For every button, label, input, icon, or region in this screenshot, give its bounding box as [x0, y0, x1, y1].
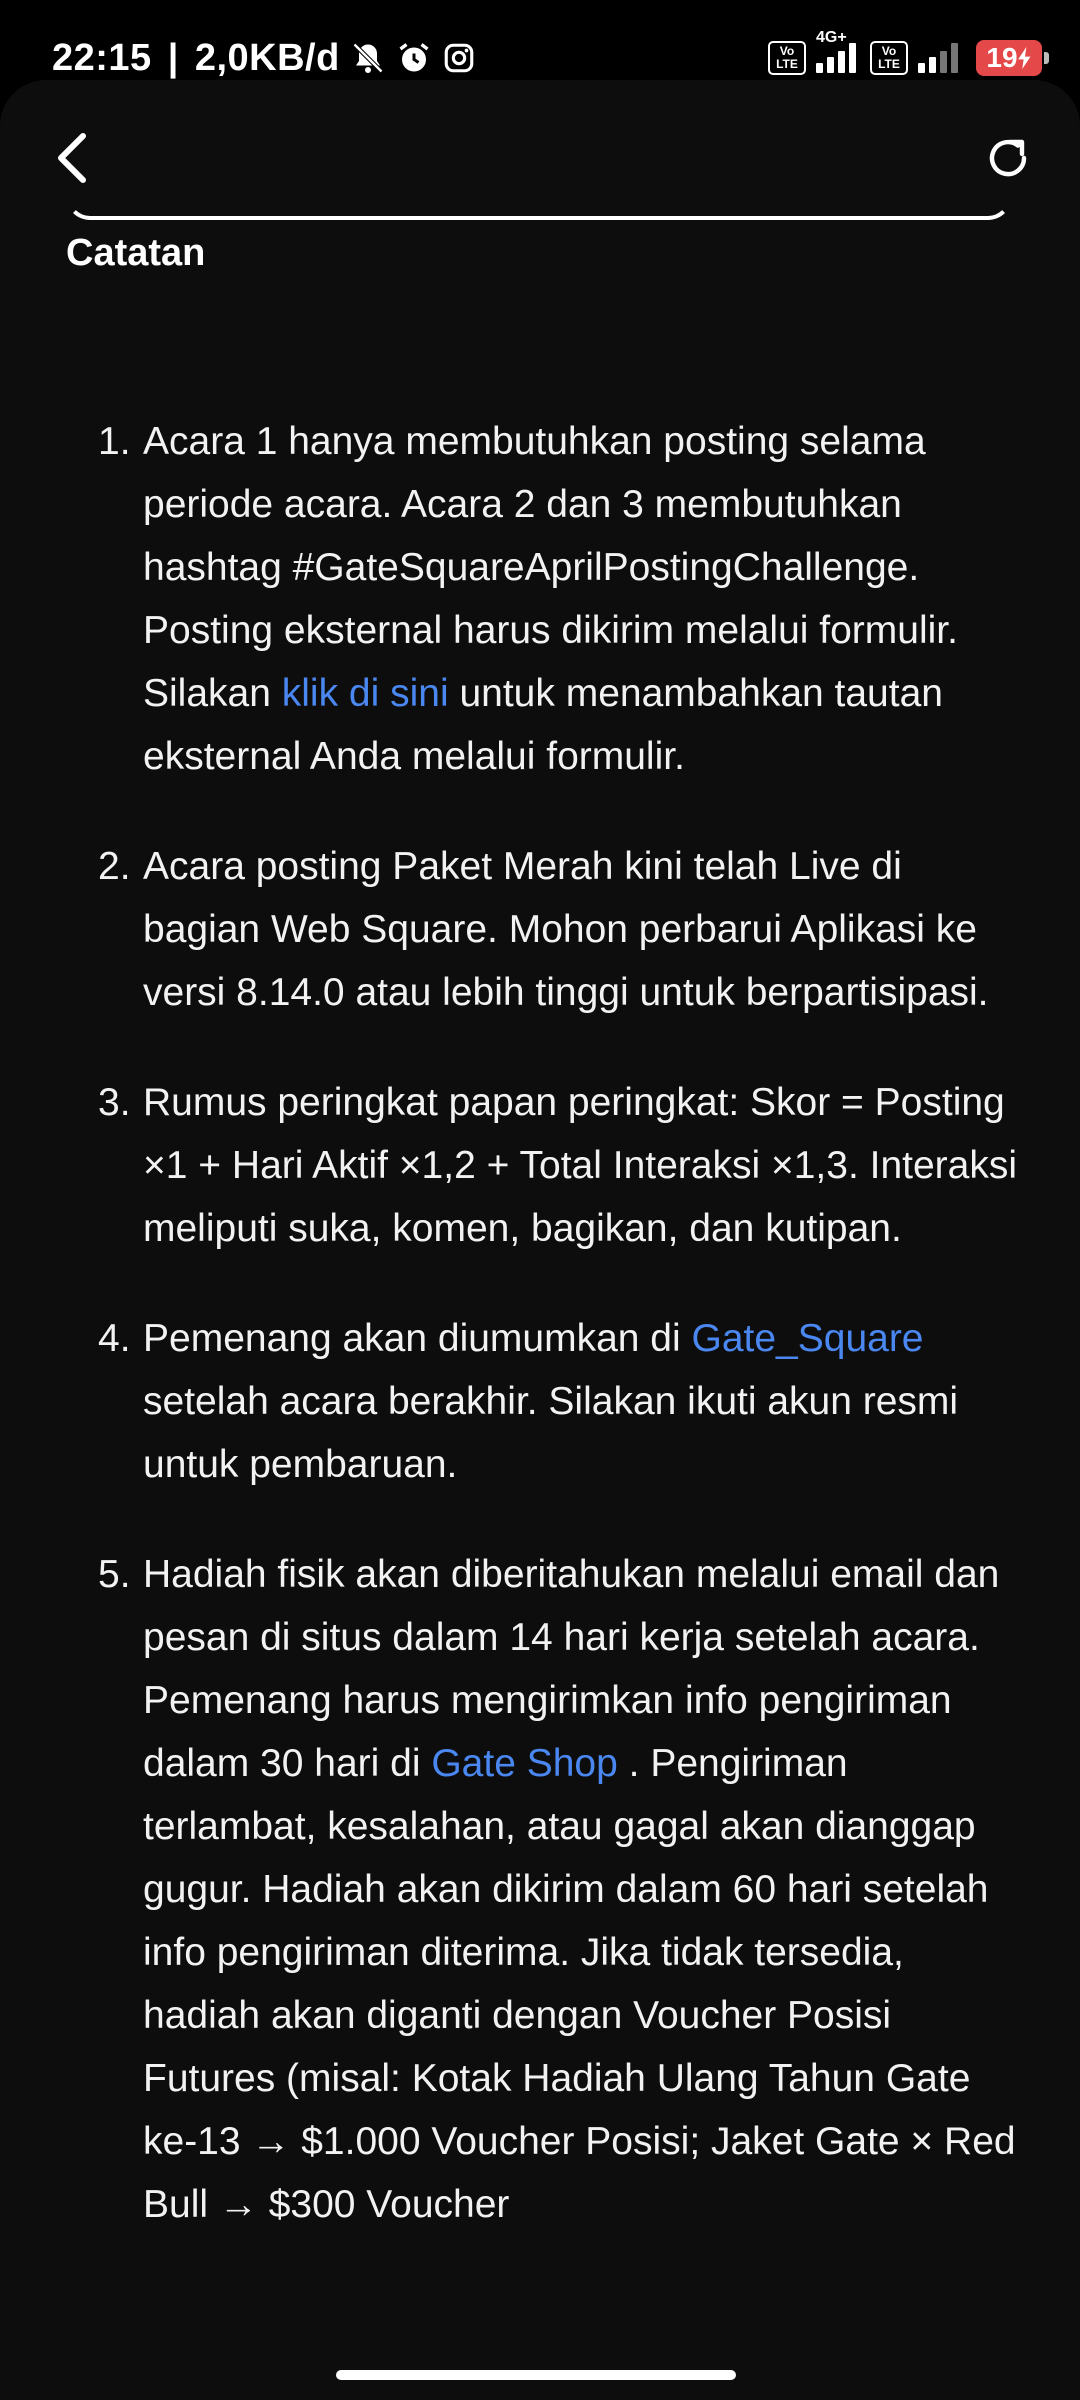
note-text: Hadiah fisik akan diberitahukan melalui email dan pesan di situs dalam 14 hari kerja setelah acara. Pemenang harus mengirimkan info pengiriman dalam 30 hari di [143, 1553, 1000, 1785]
home-indicator[interactable] [336, 2370, 736, 2380]
gate-square-link[interactable]: Gate_Square [691, 1317, 924, 1360]
refresh-icon [984, 134, 1032, 182]
note-number: 3. [98, 1081, 131, 1124]
charging-icon [1018, 47, 1032, 69]
instagram-icon [442, 41, 476, 75]
refresh-button[interactable] [976, 126, 1040, 190]
note-item-1 [0, 410, 1080, 788]
signal-strength-icon [816, 29, 860, 73]
battery-level: 19 [986, 42, 1018, 73]
note-text-after: setelah acara berakhir. Silakan ikuti akun resmi untuk pembaruan. [143, 1380, 959, 1486]
note-text: Rumus peringkat papan peringkat: Skor = Posting ×1 + Hari Aktif ×1,2 + Total Interaksi ×1,3. Interaksi meliputi suka, komen, bagikan, dan kutipan. [143, 1081, 1018, 1250]
bell-off-icon [350, 40, 386, 76]
volte-badge-2 [870, 41, 908, 75]
note-item-3 [0, 1071, 1080, 1260]
status-net-speed: 2,0KB/d [194, 36, 340, 79]
alarm-clock-icon [396, 40, 432, 76]
note-text: Pemenang akan diumumkan di [143, 1317, 692, 1360]
note-text: Acara posting Paket Merah kini telah Live di bagian Web Square. Mohon perbarui Aplikasi ke versi 8.14.0 atau lebih tinggi untuk berpartisipasi. [143, 845, 989, 1014]
note-number: 4. [98, 1317, 131, 1360]
back-arrow-icon [55, 132, 89, 184]
click-here-link[interactable]: klik di sini [281, 672, 449, 715]
note-item-5 [0, 1543, 1080, 2236]
note-item-2 [0, 835, 1080, 1024]
volte-bottom: LTE [776, 57, 798, 71]
status-right [768, 30, 1042, 86]
note-text: Acara 1 hanya membutuhkan posting selama periode acara. Acara 2 dan 3 membutuhkan hashtag #GateSquareAprilPostingChallenge. Posting eksternal harus dikirim melalui formulir. Silakan [143, 420, 958, 715]
volte-bottom: LTE [878, 57, 900, 71]
volte-badge-1 [768, 41, 806, 75]
note-number: 1. [98, 420, 131, 463]
notes-list [0, 410, 1080, 2283]
status-separator: | [167, 36, 179, 79]
back-button[interactable] [40, 122, 104, 194]
note-number: 5. [98, 1553, 131, 1596]
status-left [52, 30, 476, 86]
volte-top: Vo [881, 44, 897, 58]
gate-shop-link[interactable]: Gate Shop [431, 1742, 618, 1785]
top-divider [66, 196, 1012, 220]
volte-top: Vo [779, 44, 795, 58]
note-text-after: untuk menambahkan tautan eksternal Anda melalui formulir. [143, 672, 943, 778]
note-text-after: . Pengiriman terlambat, kesalahan, atau gagal akan dianggap gugur. Hadiah akan dikirim dalam 60 hari setelah info pengiriman diterima. Jika tidak tersedia, hadiah akan diganti dengan Voucher Posisi Futures (misal: Kotak Hadiah Ulang Tahun Gate ke-13 → $1.000 Voucher Posisi; Jaket Gate × Red Bull → $300 Voucher [143, 1742, 1016, 2226]
section-title: Catatan [66, 232, 206, 274]
network-label: 4G+ [816, 29, 847, 46]
status-time: 22:15 [52, 36, 152, 79]
note-item-4 [0, 1307, 1080, 1496]
note-number: 2. [98, 845, 131, 888]
signal-strength-icon-2 [918, 43, 958, 73]
battery-indicator [976, 40, 1042, 76]
